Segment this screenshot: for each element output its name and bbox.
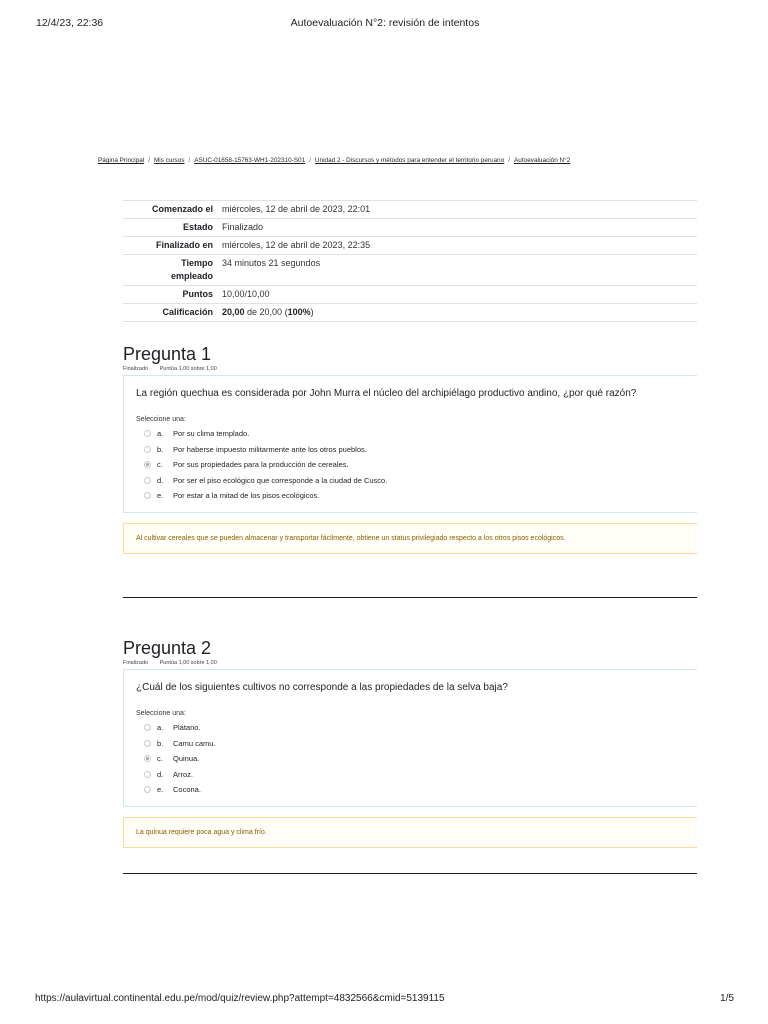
option-text: Por haberse impuesto militarmente ante los otros pueblos. — [173, 444, 367, 454]
option-text: Plátano. — [173, 723, 201, 733]
print-header — [36, 17, 734, 31]
answer-option-a[interactable] — [144, 720, 685, 736]
option-text: Camu camu. — [173, 738, 216, 748]
time-label — [123, 255, 220, 286]
started-value: miércoles, 12 de abril de 2023, 22:01 — [222, 204, 371, 214]
summary-row-points — [123, 286, 697, 304]
grade-percent: 100% — [287, 307, 311, 317]
option-letter: d. — [157, 475, 164, 485]
option-text: Cocona. — [173, 785, 201, 795]
question-score: Puntúa 1,00 sobre 1,00 — [159, 660, 217, 666]
breadcrumb — [98, 157, 698, 164]
radio-button-selected[interactable] — [144, 755, 151, 762]
radio-button-selected[interactable] — [144, 461, 151, 468]
question-info — [123, 366, 697, 372]
time-label-line2: empleado — [170, 271, 213, 281]
question-feedback: La quinua requiere poca agua y clima frío. — [123, 817, 697, 848]
question-title: Pregunta 1 — [123, 344, 212, 364]
question-1 — [123, 344, 697, 554]
option-text: Por sus propiedades para la producción de cereales. — [173, 460, 349, 470]
radio-button[interactable] — [144, 492, 151, 499]
finished-value: miércoles, 12 de abril de 2023, 22:35 — [222, 240, 371, 250]
question-text: ¿Cuál de los siguientes cultivos no corresponde a las propiedades de la selva baja? — [136, 682, 508, 693]
option-letter: d. — [157, 769, 164, 779]
breadcrumb-separator: / — [508, 157, 511, 164]
option-text: Por estar a la mitad de los pisos ecológicos. — [173, 491, 320, 501]
breadcrumb-separator: / — [148, 157, 150, 164]
radio-button[interactable] — [144, 740, 151, 747]
state-value: Finalizado — [222, 222, 264, 232]
answer-option-b[interactable] — [144, 736, 685, 752]
print-page-number: 1/5 — [720, 993, 734, 1004]
grade-label: Calificación — [162, 307, 213, 317]
question-status: Finalizado — [123, 366, 149, 372]
answer-prompt: Seleccione una: — [136, 710, 186, 717]
answer-option-e[interactable] — [144, 782, 685, 798]
breadcrumb-my-courses[interactable]: Mis cursos — [153, 157, 185, 164]
answer-prompt: Seleccione una: — [136, 416, 186, 423]
option-letter: e. — [157, 785, 164, 795]
print-page-title: Autoevaluación N°2: revisión de intentos — [290, 17, 480, 29]
breadcrumb-quiz[interactable]: Autoevaluación N°2 — [514, 157, 571, 164]
question-content — [123, 669, 697, 807]
answer-option-b[interactable] — [144, 442, 685, 458]
answer-options — [136, 720, 685, 798]
radio-button[interactable] — [144, 477, 151, 484]
option-letter: a. — [157, 723, 164, 733]
breadcrumb-course[interactable]: ASUC-01658-15763-WH1-202310-S01 — [194, 157, 306, 164]
radio-button[interactable] — [144, 786, 151, 793]
print-footer — [35, 993, 734, 1007]
finished-label: Finalizado en — [155, 240, 213, 250]
option-letter: e. — [157, 491, 164, 501]
question-divider — [123, 597, 697, 598]
points-value: 10,00/10,00 — [222, 289, 270, 299]
print-datetime: 12/4/23, 22:36 — [36, 17, 104, 29]
breadcrumb-separator: / — [188, 157, 191, 164]
option-letter: b. — [157, 738, 164, 748]
answer-option-c[interactable] — [144, 457, 685, 473]
print-url: https://aulavirtual.continental.edu.pe/mod/quiz/review.php?attempt=4832566&cmid=5139115 — [35, 993, 445, 1004]
summary-row-state — [123, 219, 697, 237]
breadcrumb-separator: / — [309, 157, 311, 164]
answer-option-a[interactable] — [144, 426, 685, 442]
summary-row-started — [123, 201, 697, 219]
question-2 — [123, 638, 697, 848]
answer-option-d[interactable] — [144, 767, 685, 783]
answer-option-e[interactable] — [144, 488, 685, 504]
points-label: Puntos — [182, 289, 213, 299]
answer-option-c[interactable] — [144, 751, 685, 767]
question-title: Pregunta 2 — [123, 638, 212, 658]
breadcrumb-home[interactable]: Página Principal — [98, 157, 145, 164]
grade-close: ) — [310, 307, 314, 317]
started-label: Comenzado el — [151, 204, 213, 214]
answer-options — [136, 426, 685, 504]
grade-of: de 20,00 ( — [244, 307, 288, 317]
summary-row-time — [123, 255, 697, 286]
option-text: Por ser el piso ecológico que corresponde a la ciudad de Cusco. — [173, 475, 388, 485]
radio-button[interactable] — [144, 430, 151, 437]
grade-value — [220, 304, 697, 322]
option-text: Arroz. — [173, 769, 194, 779]
option-letter: a. — [157, 429, 164, 439]
radio-button[interactable] — [144, 724, 151, 731]
option-letter: c. — [157, 460, 163, 470]
answer-option-d[interactable] — [144, 473, 685, 489]
time-value: 34 minutos 21 segundos — [222, 258, 321, 268]
question-feedback: Al cultivar cereales que se pueden almacenar y transportar fácilmente, obtiene un status privilegiado respecto a los otros pisos ecológicos. — [123, 523, 697, 554]
attempt-summary-table — [123, 200, 697, 322]
option-text: Quinua. — [173, 754, 200, 764]
radio-button[interactable] — [144, 446, 151, 453]
question-info — [123, 660, 697, 666]
question-score: Puntúa 1,00 sobre 1,00 — [159, 366, 217, 372]
question-text: La región quechua es considerada por John Murra el núcleo del archipiélago productivo andino, ¿por qué razón? — [136, 388, 637, 399]
option-letter: c. — [157, 754, 163, 764]
question-status: Finalizado — [123, 660, 149, 666]
option-text: Por su clima templado. — [173, 429, 250, 439]
state-label: Estado — [182, 222, 213, 232]
question-content — [123, 375, 697, 513]
summary-row-finished — [123, 237, 697, 255]
breadcrumb-unit[interactable]: Unidad 2 - Discursos y métodos para entender el territorio peruano — [314, 157, 505, 164]
option-letter: b. — [157, 444, 164, 454]
time-label-line1: Tiempo — [181, 258, 213, 268]
summary-row-grade — [123, 304, 697, 322]
question-divider — [123, 873, 697, 874]
grade-score: 20,00 — [222, 307, 245, 317]
radio-button[interactable] — [144, 771, 151, 778]
